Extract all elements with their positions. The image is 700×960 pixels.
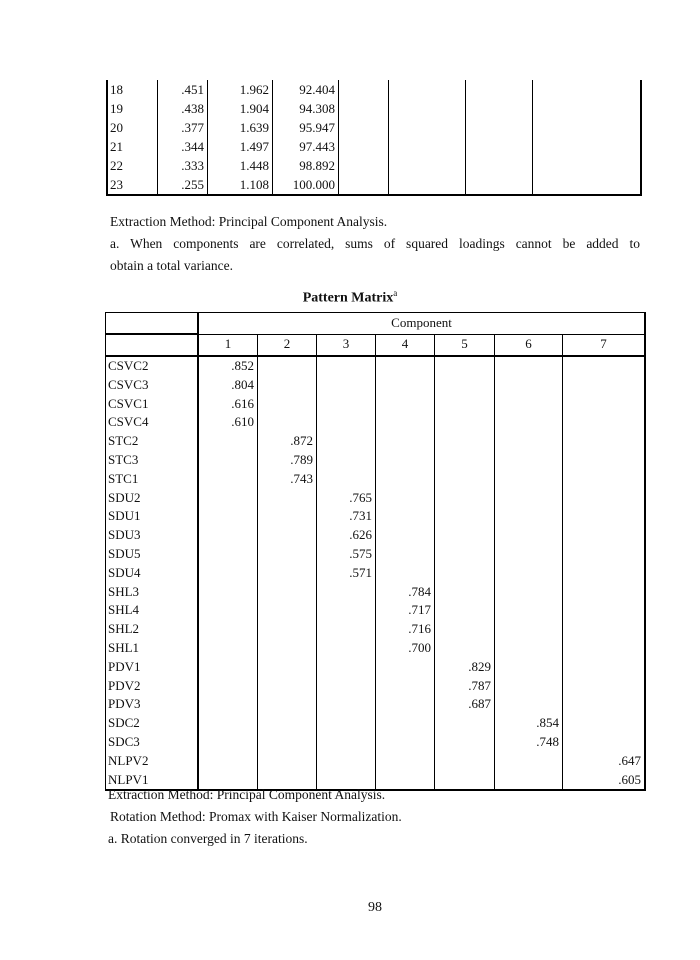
pattern-matrix-row [106,432,646,451]
component-column-header: 2 [258,334,317,356]
empty-cell [198,489,258,508]
empty-cell [258,545,317,564]
variable-label: PDV3 [106,695,199,714]
pattern-matrix-row [106,413,646,432]
empty-cell [317,356,376,376]
variable-label: SDC2 [106,714,199,733]
pattern-matrix-header-row [106,313,646,335]
empty-cell [376,489,435,508]
empty-cell [495,545,563,564]
empty-cell [563,601,646,620]
empty-cell [495,677,563,696]
variance-value: 1.962 [208,80,273,99]
empty-cell [317,470,376,489]
empty-cell [563,395,646,414]
empty-cell [376,413,435,432]
component-number: 20 [107,118,158,137]
empty-cell [258,639,317,658]
percent-of-variance: .438 [158,99,208,118]
variable-label: SHL1 [106,639,199,658]
empty-cell [563,470,646,489]
variable-label: SDU1 [106,507,199,526]
empty-cell [258,489,317,508]
empty-cell [317,432,376,451]
percent-of-variance: .451 [158,80,208,99]
variance-row [107,118,641,137]
component-column-header: 6 [495,334,563,356]
empty-cell [376,695,435,714]
empty-cell [258,356,317,376]
total-variance-table-tail [106,80,642,196]
percent-of-variance: .333 [158,156,208,175]
empty-cell [198,451,258,470]
empty-cell [389,137,466,156]
empty-cell [495,695,563,714]
empty-cell [198,658,258,677]
loading-value: .647 [563,752,646,771]
loading-value: .804 [198,376,258,395]
loading-value: .731 [317,507,376,526]
pattern-matrix-row [106,376,646,395]
cumulative-percent: 95.947 [273,118,339,137]
empty-cell [435,489,495,508]
loading-value: .616 [198,395,258,414]
percent-of-variance: .377 [158,118,208,137]
pattern-matrix-title [0,288,700,307]
empty-cell [435,564,495,583]
variable-label: STC1 [106,470,199,489]
empty-cell [317,413,376,432]
empty-cell [258,733,317,752]
empty-cell [435,395,495,414]
empty-cell [317,658,376,677]
empty-cell [466,99,533,118]
empty-cell [563,583,646,602]
empty-cell [339,137,389,156]
empty-cell [317,752,376,771]
empty-cell [533,137,642,156]
empty-cell [495,395,563,414]
empty-cell [435,583,495,602]
empty-cell [563,545,646,564]
pattern-matrix-row [106,489,646,508]
empty-cell [376,733,435,752]
empty-cell [563,413,646,432]
pattern-matrix-row [106,545,646,564]
empty-cell [198,752,258,771]
empty-cell [258,601,317,620]
empty-cell [495,356,563,376]
loading-value: .789 [258,451,317,470]
pattern-matrix-row [106,451,646,470]
empty-cell [376,451,435,470]
empty-cell [495,470,563,489]
empty-cell [258,752,317,771]
empty-cell [339,156,389,175]
component-column-header: 4 [376,334,435,356]
pattern-matrix-table [105,312,646,791]
empty-cell [495,489,563,508]
empty-cell [563,451,646,470]
empty-cell [435,620,495,639]
empty-cell [389,118,466,137]
loading-value: .854 [495,714,563,733]
empty-cell [376,470,435,489]
pattern-matrix-row [106,733,646,752]
pattern-convergence-note: a. Rotation converged in 7 iterations. [108,831,308,846]
variable-label: STC2 [106,432,199,451]
variance-value: 1.497 [208,137,273,156]
empty-cell [495,376,563,395]
empty-cell [317,601,376,620]
loading-value: .610 [198,413,258,432]
variance-row [107,80,641,99]
component-number: 21 [107,137,158,156]
empty-cell [258,583,317,602]
empty-cell [563,695,646,714]
empty-cell [389,99,466,118]
empty-cell [495,752,563,771]
empty-cell [435,451,495,470]
variance-row [107,99,641,118]
variable-label: CSVC1 [106,395,199,414]
cumulative-percent: 92.404 [273,80,339,99]
empty-cell [466,137,533,156]
empty-cell [198,639,258,658]
empty-cell [376,356,435,376]
empty-cell [198,583,258,602]
variance-value: 1.108 [208,175,273,195]
empty-cell [198,526,258,545]
empty-cell [376,432,435,451]
pattern-matrix-row [106,583,646,602]
loading-value: .605 [563,771,646,791]
empty-cell [258,695,317,714]
empty-cell [317,395,376,414]
page-number: 98 [368,900,382,915]
empty-cell [435,714,495,733]
empty-cell [435,470,495,489]
component-number: 18 [107,80,158,99]
empty-cell [435,413,495,432]
variance-row [107,156,641,175]
empty-cell [495,413,563,432]
empty-cell [466,175,533,195]
empty-cell [563,526,646,545]
empty-cell [495,658,563,677]
loading-value: .784 [376,583,435,602]
component-column-header: 1 [198,334,258,356]
empty-cell [198,507,258,526]
empty-cell [258,677,317,696]
variable-label: SDU2 [106,489,199,508]
empty-cell [435,356,495,376]
variable-label: CSVC2 [106,356,199,376]
empty-cell [258,413,317,432]
component-column-header: 5 [435,334,495,356]
empty-cell [376,545,435,564]
empty-cell [258,526,317,545]
empty-cell [563,733,646,752]
variable-label: NLPV2 [106,752,199,771]
empty-cell [198,432,258,451]
variable-label: PDV1 [106,658,199,677]
empty-cell [495,526,563,545]
variance-value: 1.639 [208,118,273,137]
empty-cell [258,564,317,583]
empty-cell [435,601,495,620]
empty-cell [339,175,389,195]
empty-cell [258,714,317,733]
pattern-matrix-row [106,752,646,771]
variable-label: SHL3 [106,583,199,602]
empty-cell [466,156,533,175]
component-number: 19 [107,99,158,118]
empty-cell [317,583,376,602]
empty-cell [435,771,495,791]
pattern-matrix-row [106,470,646,489]
loading-value: .829 [435,658,495,677]
empty-cell [198,620,258,639]
empty-cell [495,639,563,658]
variable-label: NLPV1 [106,771,199,791]
empty-cell [317,733,376,752]
variable-label: SDC3 [106,733,199,752]
empty-cell [495,583,563,602]
empty-cell [389,156,466,175]
empty-cell [258,507,317,526]
empty-cell [533,175,642,195]
pattern-matrix-row [106,356,646,376]
empty-cell [198,601,258,620]
empty-cell [376,752,435,771]
loading-value: .687 [435,695,495,714]
loading-value: .700 [376,639,435,658]
empty-cell [376,376,435,395]
empty-cell [258,395,317,414]
empty-cell [435,752,495,771]
empty-cell [389,80,466,99]
variance-row [107,175,641,195]
empty-cell [563,507,646,526]
percent-of-variance: .255 [158,175,208,195]
empty-cell [563,714,646,733]
empty-cell [435,545,495,564]
pattern-matrix-footnote-marker: a [393,288,398,298]
empty-cell [435,733,495,752]
empty-cell [495,601,563,620]
empty-cell [563,356,646,376]
empty-cell [198,733,258,752]
pattern-matrix-row [106,714,646,733]
cumulative-percent: 100.000 [273,175,339,195]
empty-cell [198,695,258,714]
pattern-matrix-row [106,395,646,414]
pattern-matrix-row [106,620,646,639]
empty-cell [376,677,435,696]
empty-cell [466,80,533,99]
loading-value: .765 [317,489,376,508]
cumulative-percent: 94.308 [273,99,339,118]
empty-cell [376,714,435,733]
empty-cell [563,620,646,639]
pattern-matrix-row [106,564,646,583]
empty-cell [258,376,317,395]
variance-value: 1.904 [208,99,273,118]
pattern-rotation-note: Rotation Method: Promax with Kaiser Normalization. [110,809,402,824]
empty-cell [317,376,376,395]
pattern-matrix-row [106,677,646,696]
empty-cell [317,620,376,639]
variable-label: SDU3 [106,526,199,545]
variable-label: SHL2 [106,620,199,639]
component-column-header: 7 [563,334,646,356]
pattern-matrix-row [106,601,646,620]
empty-cell [563,658,646,677]
empty-cell [317,695,376,714]
empty-cell [317,639,376,658]
empty-cell [563,489,646,508]
empty-cell [495,564,563,583]
pattern-matrix-corner-cell-lower [106,334,199,356]
empty-cell [198,677,258,696]
cumulative-percent: 98.892 [273,156,339,175]
component-number: 23 [107,175,158,195]
variance-extraction-note: Extraction Method: Principal Component Analysis. [110,214,388,229]
empty-cell [376,507,435,526]
empty-cell [376,564,435,583]
pattern-matrix-row [106,658,646,677]
component-header: Component [198,313,645,335]
empty-cell [258,658,317,677]
empty-cell [198,564,258,583]
empty-cell [533,118,642,137]
variable-label: SHL4 [106,601,199,620]
empty-cell [563,432,646,451]
loading-value: .575 [317,545,376,564]
empty-cell [258,620,317,639]
empty-cell [198,470,258,489]
pattern-matrix-title-text: Pattern Matrix [302,290,394,306]
loading-value: .748 [495,733,563,752]
variable-label: SDU4 [106,564,199,583]
variable-label: CSVC4 [106,413,199,432]
empty-cell [317,714,376,733]
pattern-matrix-row [106,507,646,526]
component-number: 22 [107,156,158,175]
variance-footnote-line2: obtain a total variance. [110,258,233,273]
variance-footnote-line1: a. When components are correlated, sums of squared loadings cannot be added to [110,236,640,251]
pattern-matrix-column-numbers [106,334,646,356]
loading-value: .571 [317,564,376,583]
component-column-header: 3 [317,334,376,356]
empty-cell [435,376,495,395]
empty-cell [435,432,495,451]
pattern-matrix-row [106,695,646,714]
variance-row [107,137,641,156]
empty-cell [495,771,563,791]
empty-cell [495,620,563,639]
empty-cell [533,156,642,175]
empty-cell [389,175,466,195]
empty-cell [495,507,563,526]
empty-cell [563,564,646,583]
empty-cell [533,80,642,99]
empty-cell [533,99,642,118]
pattern-matrix-row [106,526,646,545]
cumulative-percent: 97.443 [273,137,339,156]
empty-cell [435,507,495,526]
empty-cell [563,639,646,658]
loading-value: .743 [258,470,317,489]
empty-cell [317,451,376,470]
variable-label: SDU5 [106,545,199,564]
percent-of-variance: .344 [158,137,208,156]
pattern-matrix-row [106,639,646,658]
variance-value: 1.448 [208,156,273,175]
loading-value: .626 [317,526,376,545]
empty-cell [563,376,646,395]
loading-value: .787 [435,677,495,696]
empty-cell [339,118,389,137]
pattern-extraction-note: Extraction Method: Principal Component Analysis. [108,787,386,802]
empty-cell [435,526,495,545]
empty-cell [495,451,563,470]
empty-cell [495,432,563,451]
empty-cell [435,639,495,658]
pattern-matrix-corner-cell [106,313,199,335]
empty-cell [198,545,258,564]
variable-label: CSVC3 [106,376,199,395]
empty-cell [317,677,376,696]
variable-label: STC3 [106,451,199,470]
empty-cell [466,118,533,137]
empty-cell [563,677,646,696]
empty-cell [376,526,435,545]
empty-cell [339,80,389,99]
loading-value: .716 [376,620,435,639]
empty-cell [376,395,435,414]
empty-cell [376,658,435,677]
empty-cell [198,714,258,733]
loading-value: .872 [258,432,317,451]
empty-cell [339,99,389,118]
loading-value: .852 [198,356,258,376]
loading-value: .717 [376,601,435,620]
variable-label: PDV2 [106,677,199,696]
